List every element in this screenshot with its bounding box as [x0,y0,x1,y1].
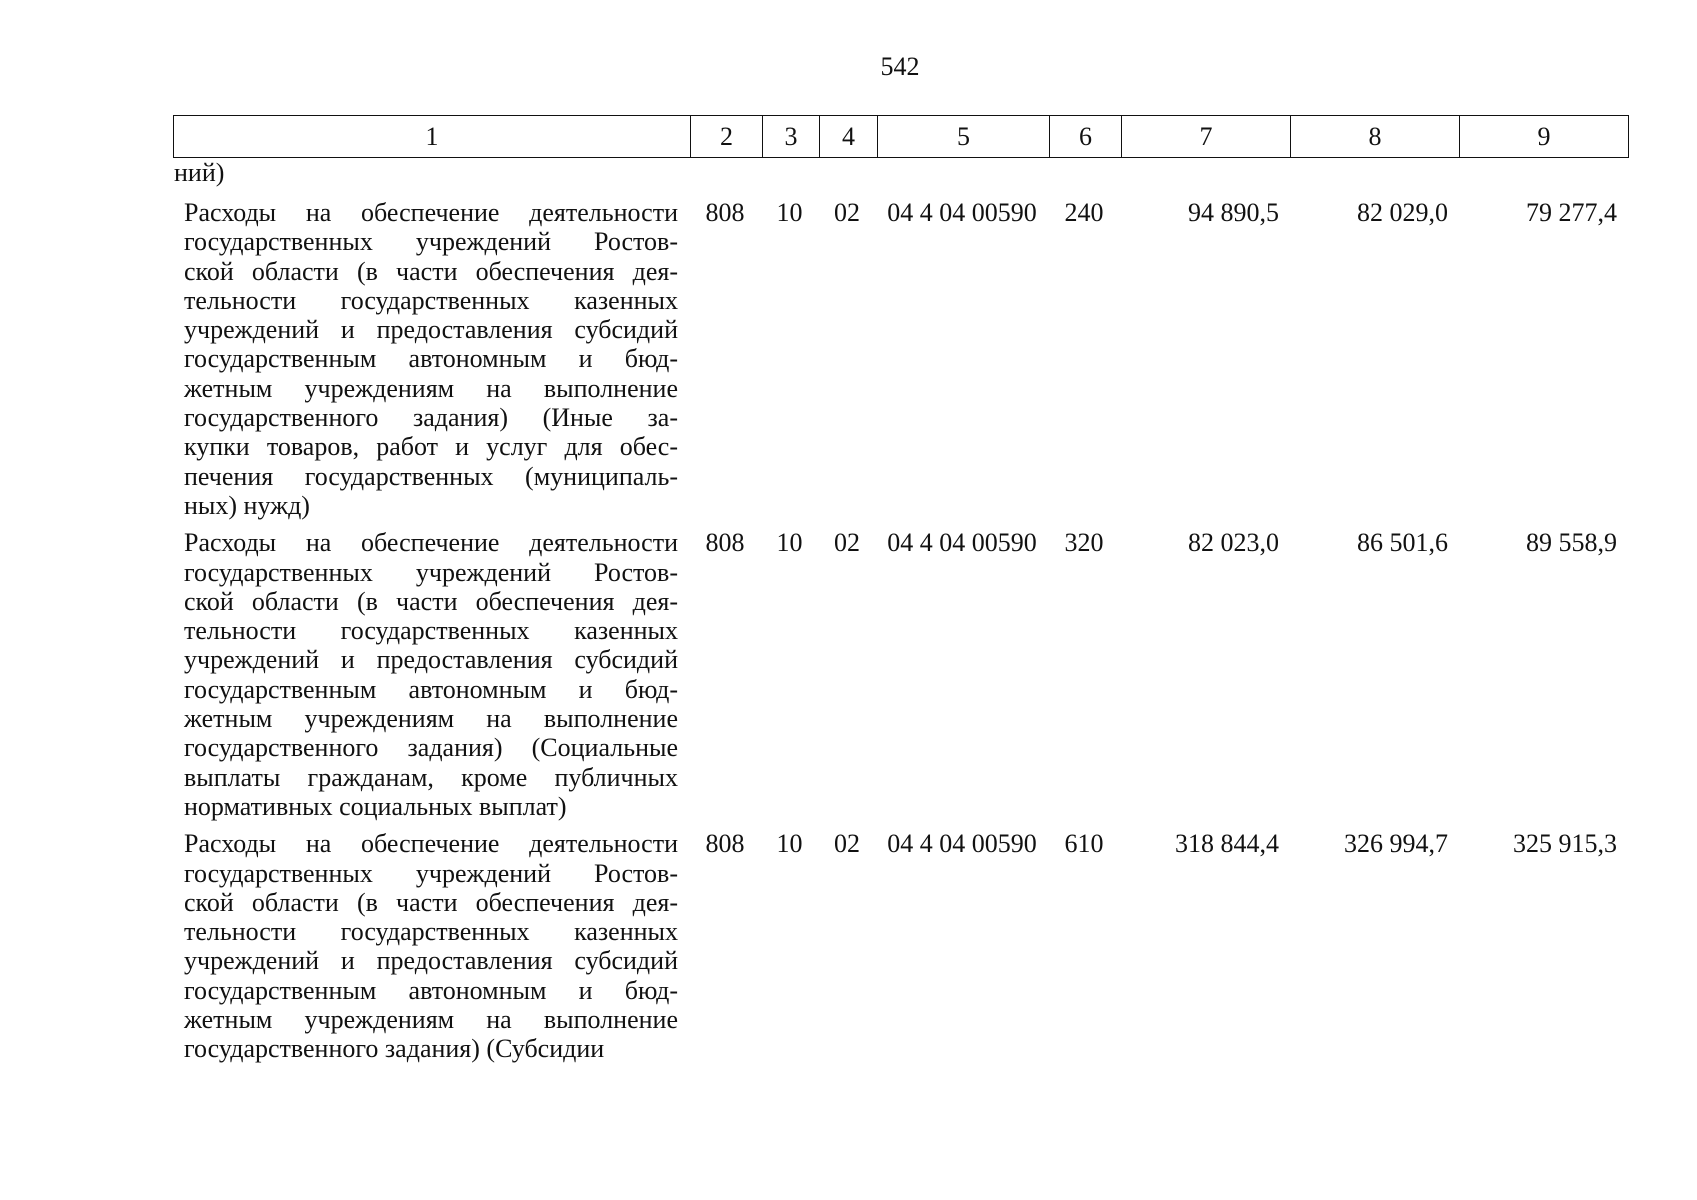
target-article-code: 04 4 04 00590 [887,528,1037,558]
budget-table [173,115,1629,1072]
description-line: Расходы на обеспечение деятельности [184,198,678,227]
description-line: жетным учреждениям на выполнение [184,373,678,403]
row-description [173,829,689,1063]
description-line: государственным автономным и бюд- [184,975,678,1005]
description-line: государственным автономным и бюд- [184,674,678,704]
header-col-6: 6 [1049,116,1121,157]
row-description [173,198,689,520]
description-line: ской области (в части обеспечения дея- [184,586,678,616]
header-col-5: 5 [877,116,1049,157]
description-line: тельности государственных казенных [184,917,678,947]
amount-year-2: 82 029,0 [1357,198,1448,227]
description-line: выплаты гражданам, кроме публичных [184,762,678,792]
description-line: учреждений и предоставления субсидий [184,315,678,345]
description-line: ных) нужд) [184,490,310,520]
amount-year-1: 94 890,5 [1188,198,1279,227]
description-line: печения государственных (муниципаль- [184,461,678,491]
description-line: ской области (в части обеспечения дея- [184,887,678,917]
description-line: жетным учреждениям на выполнение [184,1005,678,1035]
header-col-8: 8 [1290,116,1459,157]
amount-year-2: 86 501,6 [1357,528,1448,558]
page-number: 542 [880,52,920,81]
section-code: 10 [776,829,803,859]
table-body [173,198,1629,1064]
expense-type-code: 240 [1064,198,1104,227]
subsection-code: 02 [834,198,860,227]
header-col-9: 9 [1459,116,1628,157]
subsection-code: 02 [834,829,860,859]
row-description [173,528,689,821]
amount-year-1: 318 844,4 [1175,829,1279,859]
header-col-4: 4 [819,116,877,157]
section-code: 10 [776,528,803,558]
description-line: государственным автономным и бюд- [184,344,678,374]
header-col-1: 1 [425,121,439,151]
description-line: тельности государственных казенных [184,616,678,646]
amount-year-3: 89 558,9 [1526,528,1617,558]
header-col-3: 3 [762,116,819,157]
description-line: учреждений и предоставления субсидий [184,946,678,976]
continuation-text: ний) [174,158,225,187]
description-line: жетным учреждениям на выполнение [184,704,678,734]
section-code: 10 [776,198,803,227]
target-article-code: 04 4 04 00590 [887,829,1037,859]
amount-year-1: 82 023,0 [1188,528,1279,558]
amount-year-3: 79 277,4 [1526,198,1617,227]
table-row [173,528,1629,821]
description-line: учреждений и предоставления субсидий [184,645,678,675]
ministry-code: 808 [705,528,745,558]
description-line: государственных учреждений Ростов- [184,227,678,257]
description-line: тельности государственных казенных [184,285,678,315]
description-line: государственных учреждений Ростов- [184,858,678,888]
ministry-code: 808 [705,829,745,859]
subsection-code: 02 [834,528,860,558]
description-line: государственного задания) (Иные за- [184,403,678,433]
table-header-row [173,115,1629,158]
description-line: государственных учреждений Ростов- [184,557,678,587]
ministry-code: 808 [705,198,745,227]
description-line: нормативных социальных выплат) [184,791,567,821]
description-line: государственного задания) (Социальные [184,733,678,763]
header-col-7: 7 [1121,116,1290,157]
description-line: государственного задания) (Субсидии [184,1034,605,1064]
table-row [173,198,1629,520]
header-col-2: 2 [690,116,762,157]
description-line: купки товаров, работ и услуг для обес- [184,432,678,462]
amount-year-2: 326 994,7 [1344,829,1448,859]
description-line: ской области (в части обеспечения дея- [184,256,678,286]
amount-year-3: 325 915,3 [1513,829,1617,859]
table-row [173,829,1629,1063]
description-line: Расходы на обеспечение деятельности [184,829,678,859]
expense-type-code: 610 [1064,829,1104,859]
expense-type-code: 320 [1064,528,1104,558]
target-article-code: 04 4 04 00590 [887,198,1037,227]
description-line: Расходы на обеспечение деятельности [184,528,678,558]
